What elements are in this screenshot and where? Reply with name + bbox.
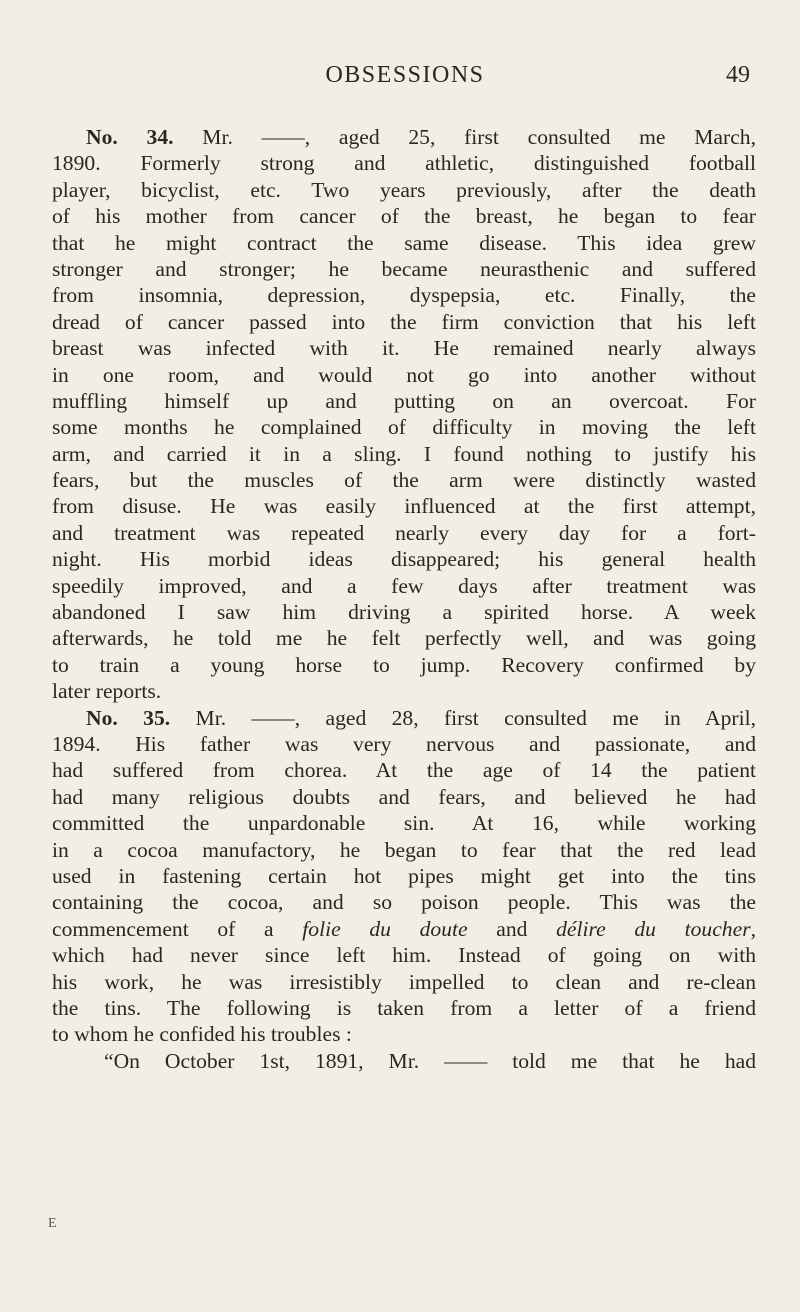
text-line bbox=[52, 520, 756, 546]
line-text: some months he complained of difficulty in moving the left bbox=[52, 415, 756, 440]
text-line bbox=[52, 942, 756, 968]
text-line bbox=[52, 573, 756, 599]
line-text: muffling himself up and putting on an overcoat. For bbox=[52, 388, 756, 413]
text-line bbox=[52, 969, 756, 995]
text-line bbox=[52, 441, 756, 467]
text-line bbox=[52, 1048, 756, 1074]
line-text: arm, and carried it in a sling. I found nothing to justify his bbox=[52, 441, 756, 466]
text-line bbox=[52, 731, 756, 757]
line-text: in a cocoa manufactory, he began to fear that the red lead bbox=[52, 837, 756, 862]
text-line bbox=[52, 282, 756, 308]
line-text: breast was infected with it. He remained nearly always bbox=[52, 336, 756, 361]
text-line bbox=[52, 177, 756, 203]
text-line bbox=[52, 256, 756, 282]
line-text: commencement of a folie du doute and délire du toucher, bbox=[52, 916, 756, 941]
line-text: Mr. ——, aged 28, first consulted me in April, bbox=[170, 705, 756, 730]
line-text: speedily improved, and a few days after treatment was bbox=[52, 573, 756, 598]
line-text: afterwards, he told me he felt perfectly well, and was going bbox=[52, 626, 756, 651]
text-line bbox=[52, 467, 756, 493]
text-line bbox=[52, 916, 756, 942]
line-text: from disuse. He was easily influenced at the first attempt, bbox=[52, 494, 756, 519]
text-line bbox=[52, 1021, 756, 1047]
case-number: No. 34. bbox=[86, 125, 174, 149]
line-text: his work, he was irresistibly impelled to clean and re-clean bbox=[52, 969, 756, 994]
text-line bbox=[52, 335, 756, 361]
line-text: “On October 1st, 1891, Mr. —— told me that he had bbox=[104, 1048, 756, 1073]
text-line bbox=[52, 757, 756, 783]
text-line bbox=[52, 705, 756, 731]
line-text: Mr. ——, aged 25, first consulted me March, bbox=[173, 125, 756, 149]
text-line bbox=[52, 652, 756, 678]
page-header bbox=[60, 62, 750, 102]
page-number: 49 bbox=[726, 62, 750, 88]
body-text bbox=[52, 124, 756, 1074]
line-text: dread of cancer passed into the firm conviction that his left bbox=[52, 309, 756, 334]
line-text: abandoned I saw him driving a spirited horse. A week bbox=[52, 600, 756, 625]
line-text: containing the cocoa, and so poison people. This was the bbox=[52, 890, 756, 915]
line-text: 1894. His father was very nervous and passionate, and bbox=[52, 731, 756, 756]
text-line bbox=[52, 599, 756, 625]
signature-mark: E bbox=[48, 1216, 57, 1231]
line-text: in one room, and would not go into another without bbox=[52, 362, 756, 387]
line-text: the tins. The following is taken from a letter of a friend bbox=[52, 995, 756, 1020]
text-line bbox=[52, 414, 756, 440]
line-text: that he might contract the same disease. This idea grew bbox=[52, 230, 756, 255]
line-text: which had never since left him. Instead of going on with bbox=[52, 943, 756, 968]
text-line bbox=[52, 625, 756, 651]
text-line bbox=[52, 889, 756, 915]
line-text: committed the unpardonable sin. At 16, while working bbox=[52, 811, 756, 836]
text-line bbox=[52, 124, 756, 150]
text-line bbox=[52, 863, 756, 889]
case-number: No. 35. bbox=[86, 705, 171, 730]
text-line bbox=[52, 493, 756, 519]
text-line bbox=[52, 678, 756, 704]
line-text: fears, but the muscles of the arm were distinctly wasted bbox=[52, 468, 756, 493]
line-text: from insomnia, depression, dyspepsia, etc. Finally, the bbox=[52, 283, 756, 308]
line-text: to whom he confided his troubles : bbox=[52, 1022, 352, 1047]
line-text: later reports. bbox=[52, 679, 162, 704]
running-title: OBSESSIONS bbox=[325, 62, 485, 88]
line-text: night. His morbid ideas disappeared; his general health bbox=[52, 547, 756, 572]
text-line bbox=[52, 230, 756, 256]
text-line bbox=[52, 203, 756, 229]
text-line bbox=[52, 810, 756, 836]
text-line bbox=[52, 784, 756, 810]
line-text: had many religious doubts and fears, and believed he had bbox=[52, 784, 756, 809]
text-line bbox=[52, 837, 756, 863]
text-line bbox=[52, 546, 756, 572]
line-text: of his mother from cancer of the breast, he began to fear bbox=[52, 204, 756, 229]
line-text: used in fastening certain hot pipes might get into the tins bbox=[52, 863, 756, 888]
text-line bbox=[52, 362, 756, 388]
text-line bbox=[52, 150, 756, 176]
line-text: and treatment was repeated nearly every day for a fort- bbox=[52, 520, 756, 545]
line-text: 1890. Formerly strong and athletic, distinguished football bbox=[52, 151, 756, 176]
text-line bbox=[52, 309, 756, 335]
line-text: player, bicyclist, etc. Two years previously, after the death bbox=[52, 177, 756, 202]
text-line bbox=[52, 388, 756, 414]
text-line bbox=[52, 995, 756, 1021]
line-text: stronger and stronger; he became neurasthenic and suffered bbox=[52, 256, 756, 281]
line-text: to train a young horse to jump. Recovery confirmed by bbox=[52, 652, 756, 677]
line-text: had suffered from chorea. At the age of 14 the patient bbox=[52, 758, 756, 783]
